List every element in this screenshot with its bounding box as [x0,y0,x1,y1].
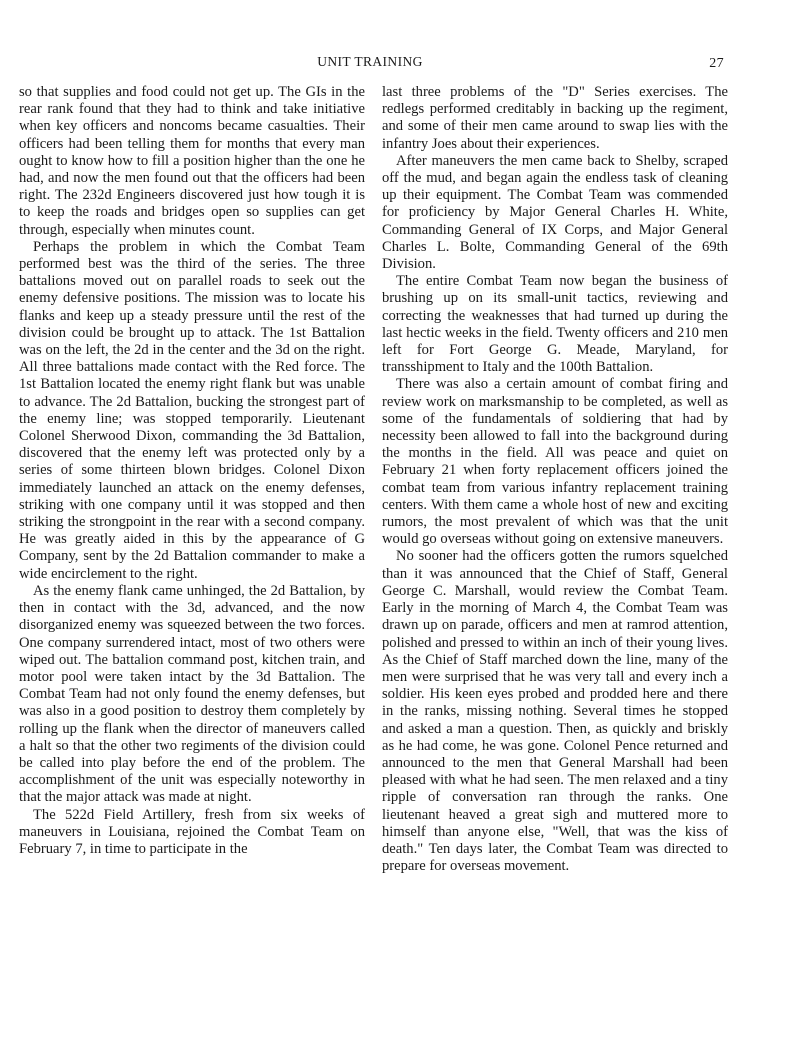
paragraph: Perhaps the problem in which the Combat Team performed best was the third of the series. The three battalions moved out on parallel roads to seek out the enemy defensive positions. The mission was to locate his flanks and keep up a steady pressure until the rest of the division could be brought up to attack. The 1st Battalion was on the left, the 2d in the center and the 3d on the right. All three battalions made contact with the Red force. The 1st Battalion located the enemy right flank but was unable to advance. The 2d Battalion, bucking the strongest part of the enemy line; was stopped temporarily. Lieutenant Colonel Sherwood Dixon, commanding the 3d Battalion, discovered that the enemy left was protected only by a series of some thirteen blown bridges. Colonel Dixon immediately launched an attack on the enemy defenses, striking with one company until it was stopped and then striking the strongpoint in the rear with a second company. He was greatly aided in this by the appearance of G Company, sent by the 2d Battalion commander to make a wide encirclement to the right. [19,238,365,582]
paragraph: last three problems of the "D" Series exercises. The redlegs performed creditably in backing up the regiment, and some of their men came around to swap lies with the infantry Joes about their experiences. [382,84,728,152]
paragraph: so that supplies and food could not get up. The GIs in the rear rank found that they had to think and take initiative when key officers and noncoms became casualties. Their officers had been telling them for months that every man ought to know how to fill a position higher than the one he had, and now the men found out that the officers had been right. The 232d Engineers discovered just how tough it is to keep the roads and bridges open so supplies can get through, especially when minutes count. [19,84,365,238]
paragraph: The entire Combat Team now began the business of brushing up on its small-unit tactics, reviewing and correcting the weaknesses that had turned up during the last hectic weeks in the field. Twenty officers and 210 men left for Fort George G. Meade, Maryland, for transshipment to Italy and the 100th Battalion. [382,273,728,376]
paragraph: The 522d Field Artillery, fresh from six weeks of maneuvers in Louisiana, rejoined the Combat Team on February 7, in time to participate in the [19,806,365,857]
running-header [0,54,800,74]
running-title: UNIT TRAINING [317,54,423,69]
paragraph: After maneuvers the men came back to Shelby, scraped off the mud, and began again the endless task of cleaning up their equipment. The Combat Team was commended for proficiency by Major General Charles H. White, Commanding General of IX Corps, and Major General Charles L. Bolte, Commanding General of the 69th Division. [382,152,728,273]
left-column [19,84,365,858]
paragraph: There was also a certain amount of combat firing and review work on marksmanship to be completed, as well as some of the fundamentals of soldiering that had by necessity been allowed to fall into the background during the months in the field. All was peace and quiet on February 21 when forty replacement officers joined the combat team from various infantry replacement training centers. With them came a whole host of new and exciting rumors, the most prevalent of which was that the unit would go overseas without going on extensive maneuvers. [382,376,728,548]
page-number: 27 [709,56,724,71]
paragraph: No sooner had the officers gotten the rumors squelched than it was announced that the Chief of Staff, General George C. Marshall, would review the Combat Team. Early in the morning of March 4, the Combat Team was drawn up on parade, officers and men at ramrod attention, polished and pressed to within an inch of their young lives. As the Chief of Staff marched down the line, many of the men were surprised that he was very tall and every inch a soldier. His keen eyes probed and prodded here and there in the ranks, missing nothing. Several times he stopped and asked a man a question. Then, as quickly and briskly as he had come, he was gone. Colonel Pence returned and announced to the men that General Marshall had been pleased with what he had seen. The men relaxed and a tiny ripple of conversation ran through the ranks. One lieutenant heaved a great sigh and muttered more to himself than anyone else, "Well, that was the kiss of death." Ten days later, the Combat Team was directed to prepare for overseas movement. [382,548,728,875]
paragraph: As the enemy flank came unhinged, the 2d Battalion, by then in contact with the 3d, advanced, and the now disorganized enemy was squeezed between the two forces. One company surrendered intact, most of two others were wiped out. The battalion command post, kitchen train, and motor pool were taken intact by the 3d Battalion. The Combat Team had not only found the enemy defenses, but was also in a good position to destroy them completely by rolling up the flank when the director of maneuvers called a halt so that the other two regiments of the division could be called into play before the end of the problem. The accomplishment of the unit was especially noteworthy in that the major attack was made at night. [19,582,365,806]
right-column [382,84,728,875]
